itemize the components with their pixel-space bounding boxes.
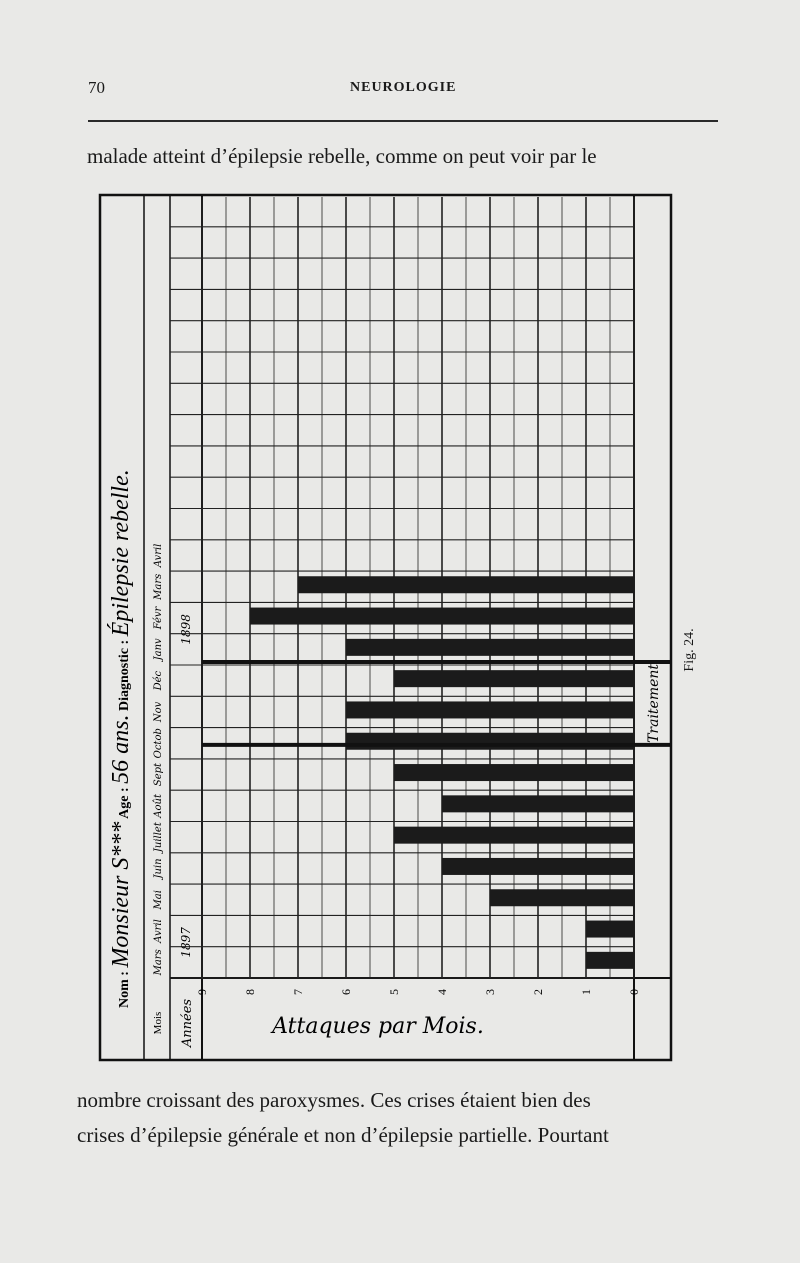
header-text: Nom : (117, 967, 132, 1008)
month-label: Octob (153, 728, 164, 759)
x-tick-label: 3 (483, 989, 497, 995)
body-text-top: malade atteint d’épilepsie rebelle, comme on peut voir par le (87, 144, 597, 168)
body-text-bottom-2: crises d’épilepsie générale et non d’épilepsie partielle. Pourtant (77, 1123, 609, 1147)
x-tick-label: 8 (243, 989, 257, 995)
bar (442, 858, 634, 875)
x-axis-label: Attaques par Mois. (272, 1014, 484, 1039)
month-label: Mars (153, 949, 164, 976)
bar (250, 608, 634, 625)
month-label: Déc (153, 670, 164, 691)
body-text-bottom-1: nombre croissant des paroxysmes. Ces crises étaient bien des (77, 1088, 591, 1112)
month-label: Nov (153, 701, 164, 723)
month-label: Sept (153, 762, 164, 787)
header-rule (88, 120, 718, 122)
annees-header: Années (180, 998, 195, 1048)
month-label: Avril (153, 919, 164, 943)
bar (586, 952, 634, 969)
header-text: Diagnostic : (117, 636, 132, 715)
month-label: Mars (153, 573, 164, 600)
bar (586, 921, 634, 938)
month-label: Avril (153, 543, 164, 568)
x-tick-label: 0 (627, 989, 641, 995)
figure-caption: Fig. 24. (682, 628, 697, 672)
header-text: Age : (117, 783, 132, 822)
x-tick-label: 4 (435, 989, 449, 995)
bar (490, 889, 634, 906)
chart-header (108, 469, 134, 1008)
bar (298, 576, 634, 593)
year-label: 1897 (179, 927, 193, 958)
x-tick-label: 1 (579, 989, 593, 995)
page-number: 70 (88, 78, 105, 97)
bar (442, 795, 634, 812)
header-text: 56 ans. (108, 714, 134, 784)
bar (394, 764, 634, 781)
month-label: Juin (153, 858, 164, 879)
bar (394, 670, 634, 687)
year-label: 1898 (179, 614, 193, 645)
header-text: Monsieur S*** (108, 821, 134, 968)
bar (346, 701, 634, 718)
mois-header: Mois (152, 1011, 164, 1035)
x-tick-label: 6 (339, 989, 353, 995)
header-text: Épilepsie rebelle. (108, 469, 134, 637)
month-label: Mai (153, 890, 164, 910)
month-label: Août (153, 793, 164, 818)
bar (346, 733, 634, 750)
running-head: NEUROLOGIE (350, 80, 457, 95)
month-label: Févr (153, 606, 164, 630)
x-tick-label: 2 (531, 989, 545, 995)
x-tick-label: 9 (195, 989, 209, 995)
x-tick-label: 7 (291, 989, 305, 995)
x-tick-label: 5 (387, 989, 401, 995)
bar (394, 827, 634, 844)
bar (346, 639, 634, 656)
month-label: Juillet (153, 822, 164, 853)
seizure-chart (98, 193, 674, 1069)
treatment-label: Traitement (646, 663, 662, 743)
month-label: Janv (153, 638, 164, 661)
